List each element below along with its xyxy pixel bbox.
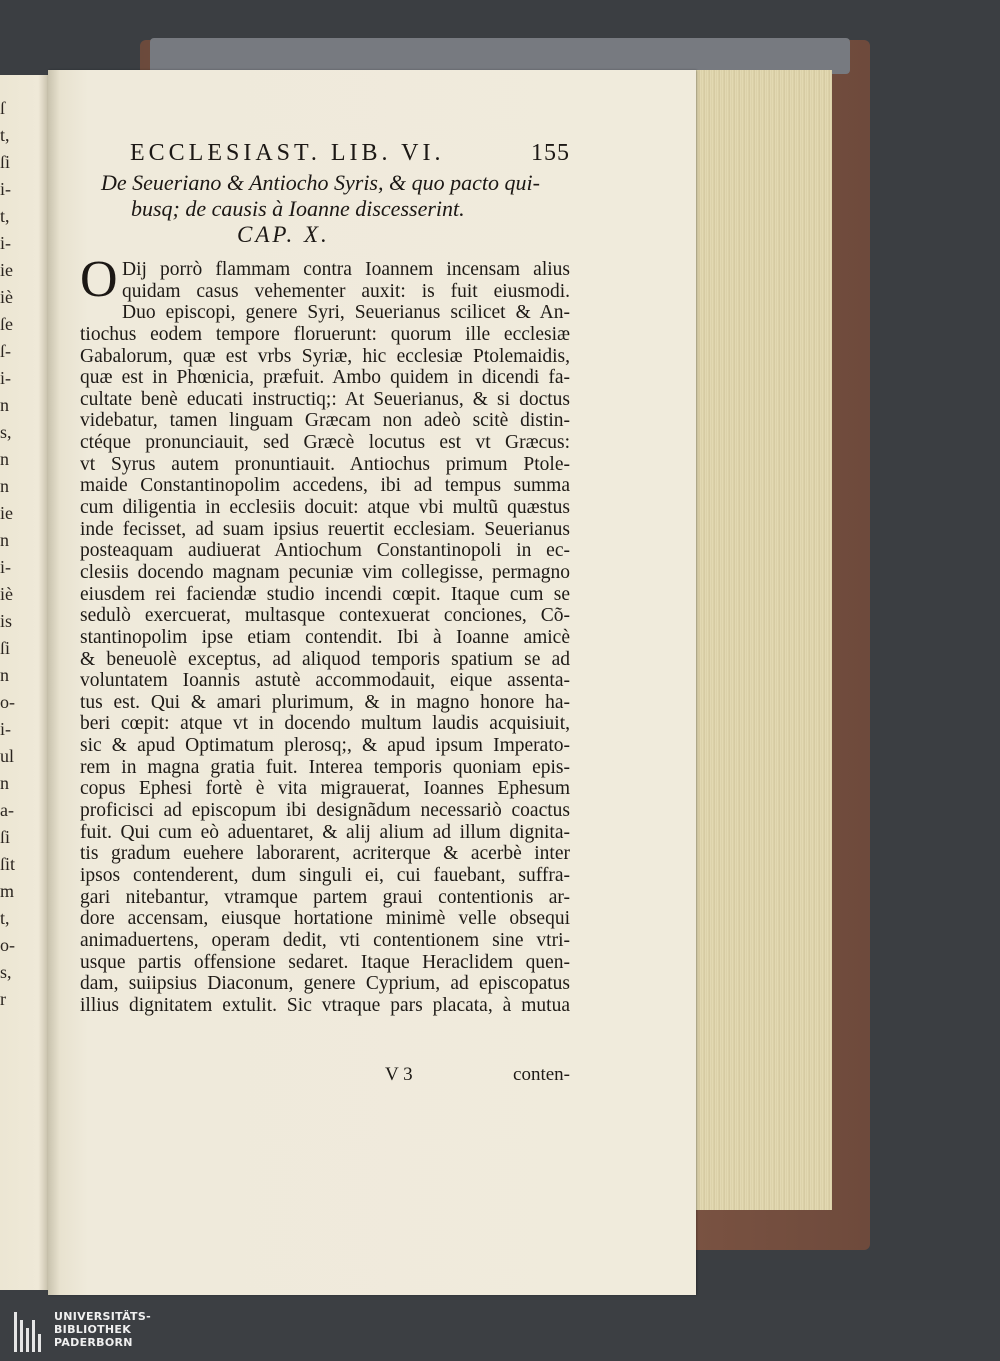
text-line: cultate benè educati instructiq;: At Seuerianus, & si doctus (80, 388, 570, 410)
text-line: illius dignitatem extulit. Sic vtraque pars placata, à mutua (80, 994, 570, 1016)
text-line: vt Syrus autem pronuntiauit. Antiochus primum Ptole- (80, 453, 570, 475)
text-line: dore accensam, eiusque hortatione minimè velle obsequi (80, 908, 570, 930)
left-page-fragment: n (0, 665, 9, 685)
chapter-number: CAP. X. (237, 222, 330, 247)
left-page-fragment: r (0, 989, 6, 1009)
left-page-fragment: s, (0, 962, 12, 982)
page-fore-edge (694, 70, 832, 1210)
text-line: animaduertens, operam dedit, vti contentionem sine vtri- (80, 929, 570, 951)
left-page-fragment: is (0, 611, 13, 631)
text-line: rem in magna gratia fuit. Interea temporis quoniam epis- (80, 756, 570, 778)
left-page-fragment: o- (0, 692, 15, 712)
left-page-fragments (0, 95, 20, 1245)
left-page-fragment: iè (0, 287, 13, 307)
text-line: posteaquam audiuerat Antiochum Constantinopoli in ec- (80, 540, 570, 562)
text-line: Duo episcopi, genere Syri, Seuerianus scilicet & An- (122, 302, 570, 324)
text-line: clesiis docendo magnam pecuniæ vim collegisse, permagno (80, 561, 570, 583)
left-page-fragment: ſi (0, 638, 11, 658)
logo-line3: PADERBORN (54, 1336, 133, 1349)
text-line: maide Constantinopolim accedens, ibi ad tempus summa (80, 475, 570, 497)
logo-line2: BIBLIOTHEK (54, 1323, 132, 1336)
left-page-fragment: i- (0, 557, 11, 577)
text-line: stantinopolim ipse etiam contendit. Ibi à Ioanne amicè (80, 626, 570, 648)
text-line: ctéque pronunciauit, sed Græcè locutus est vt Græcus: (80, 432, 570, 454)
text-line: voluntatem Ioannis astutè accommodauit, eique assenta- (80, 670, 570, 692)
left-page-fragment: o- (0, 935, 15, 955)
left-page-fragment: ie (0, 260, 13, 280)
left-page-fragment: t, (0, 125, 10, 145)
text-line: dam, suiipsius Diaconum, genere Cyprium, ad episcopatus (80, 973, 570, 995)
text-line: gari nitebantur, vtramque partem graui contentionis ar- (80, 886, 570, 908)
left-page-fragment: ſi (0, 152, 11, 172)
text-line: sic & apud Optimatum plerosq;, & apud ipsum Imperato- (80, 735, 570, 757)
text-line: quæ est in Phœnicia, præfuit. Ambo quidem in dicendi fa- (80, 367, 570, 389)
text-line: Dij porrò flammam contra Ioannem incensam alius (122, 259, 570, 280)
library-logo-text (54, 1310, 151, 1349)
left-page-fragment: t, (0, 908, 10, 928)
left-page-fragment: ſ (0, 98, 6, 118)
logo-line1: UNIVERSITÄTS- (54, 1310, 151, 1323)
signature-mark: V 3 (385, 1064, 413, 1085)
text-line: & beneuolè exceptus, ad aliquod temporis spatium se ad (80, 648, 570, 670)
left-page-fragment: a- (0, 800, 14, 820)
text-line: copus Ephesi fortè è vita migrauerat, Ioannes Ephesum (80, 778, 570, 800)
running-head-title: ECCLESIAST. LIB. VI. (130, 140, 445, 166)
text-line: fuit. Qui cum eò aduentaret, & alij alium ad illum dignita- (80, 821, 570, 843)
left-page-fragment: ie (0, 503, 13, 523)
left-page-fragment: n (0, 476, 9, 496)
text-line: Gabalorum, quæ est vrbs Syriæ, hic ecclesiæ Ptolemaidis, (80, 345, 570, 367)
running-head (130, 140, 570, 167)
left-page-fragment: ſe (0, 314, 13, 334)
left-page-fragment: iè (0, 584, 13, 604)
text-line: tis gradum euehere laborarent, acriterque & acerbè inter (80, 843, 570, 865)
left-page-fragment: n (0, 395, 9, 415)
text-line: videbatur, tamen linguam Græcam non adeò scitè distin- (80, 410, 570, 432)
text-line: cum diligentia in ecclesiis docuit: atque vbi multũ quæstus (80, 497, 570, 519)
library-logo-icon (14, 1312, 46, 1352)
left-page-fragment: i- (0, 368, 11, 388)
chapter-title (95, 170, 595, 248)
body-text (80, 251, 570, 1016)
catchword: conten- (513, 1064, 570, 1085)
left-page-fragment: n (0, 773, 9, 793)
left-page-fragment: s, (0, 422, 12, 442)
text-line: sedulò exercuerat, multasque contexuerat conciones, Cõ- (80, 605, 570, 627)
text-line: proficisci ad episcopum ibi designãdum necessariò coactus (80, 800, 570, 822)
chapter-title-line1: De Seueriano & Antiocho Syris, & quo pacto qui- (101, 170, 540, 195)
book-spine-top (150, 38, 850, 74)
left-page-fragment: ſit (0, 854, 16, 874)
text-line: inde fecisset, ad suam ipsius reuertit ecclesiam. Seuerianus (80, 518, 570, 540)
text-line: eiusdem rei faciendæ studio incendi cœpit. Itaque cum se (80, 583, 570, 605)
text-line: beri cœpit: atque vt in docendo multum laudis acquisiuit, (80, 713, 570, 735)
left-page-fragment: ul (0, 746, 15, 766)
left-page-fragment: i- (0, 719, 11, 739)
drop-initial: O (80, 251, 118, 308)
left-page-fragment: ſi (0, 827, 11, 847)
text-line: tiochus eodem tempore floruerunt: quorum ille ecclesiæ (80, 323, 570, 345)
text-line: tus est. Qui & amari plurimum, & in magno honore ha- (80, 691, 570, 713)
text-line: quidam casus vehementer auxit: is fuit eiusmodi. (122, 280, 570, 302)
left-page-fragment: i- (0, 179, 11, 199)
text-line: usque partis offensione sedaret. Itaque Heraclidem quen- (80, 951, 570, 973)
chapter-title-line2: busq; de causis à Ioanne discesserint. (131, 196, 465, 221)
left-page-fragment: m (0, 881, 15, 901)
text-line: ipsos contenderent, dum singuli ei, cui fauebant, suffra- (80, 864, 570, 886)
left-page-fragment: i- (0, 233, 11, 253)
left-page-fragment: ſ- (0, 341, 11, 361)
folio-number: 155 (531, 140, 570, 166)
left-page-fragment: n (0, 449, 9, 469)
left-page-fragment: n (0, 530, 9, 550)
left-page-fragment: t, (0, 206, 10, 226)
